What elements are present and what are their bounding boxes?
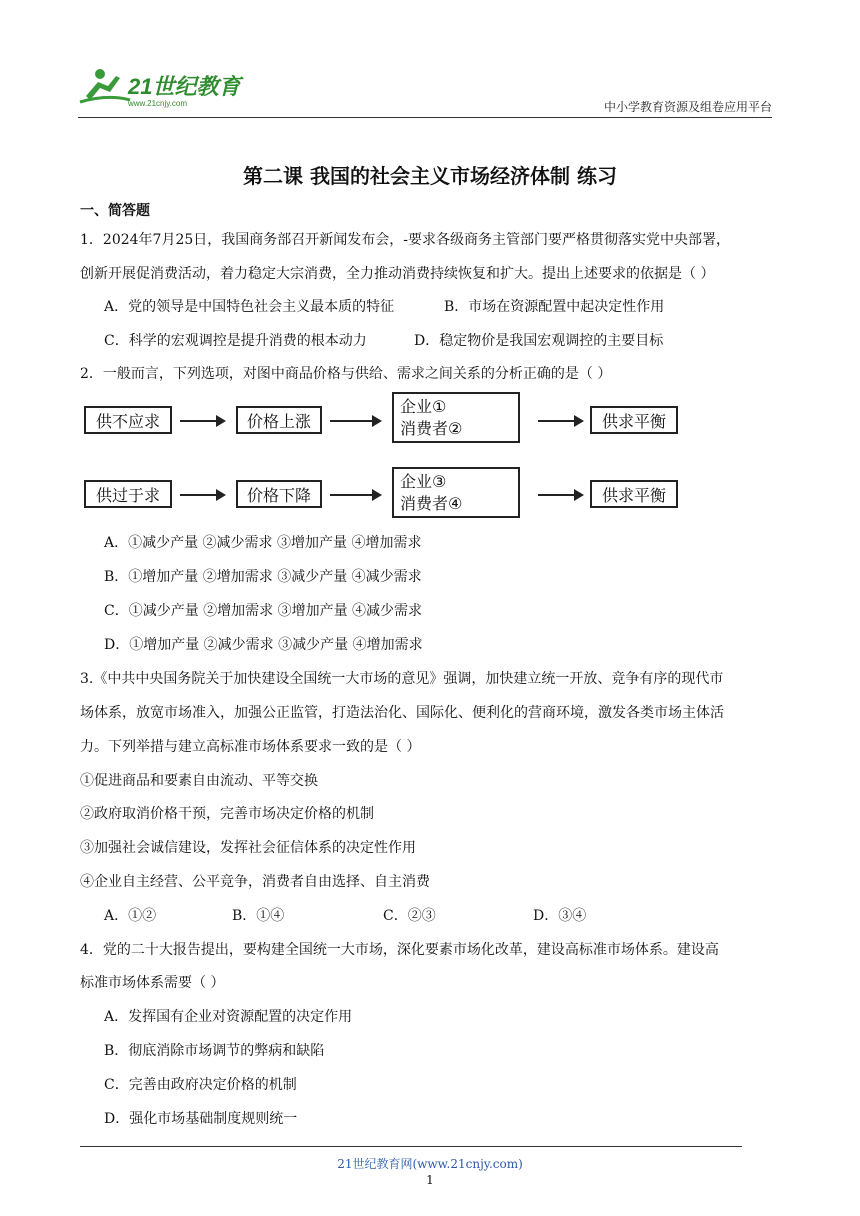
diagram-box-balance-1: 供求平衡 (590, 406, 678, 434)
page-title: 第二课 我国的社会主义市场经济体制 练习 (243, 164, 617, 188)
svg-text:21世纪教育: 21世纪教育 (128, 74, 241, 99)
header-platform-name: 中小学教育资源及组卷应用平台 (603, 100, 772, 114)
diagram-box-shortage: 供不应求 (84, 406, 172, 434)
diagram-arrow (538, 494, 582, 496)
q2-stem: 2．一般而言，下列选项，对图中商品价格与供给、需求之间关系的分析正确的是（ ） (80, 366, 612, 382)
q1-option-a: A．党的领导是中国特色社会主义最本质的特征 (104, 299, 395, 315)
q3-option-b: B．①④ (232, 908, 285, 924)
q3-option-d: D．③④ (533, 908, 587, 924)
q2-option-d: D．①增加产量 ②减少需求 ③减少产量 ④增加需求 (104, 637, 423, 653)
diagram-enterprise-3: 企业③ (400, 472, 447, 491)
q3-option-a: A．①② (104, 908, 157, 924)
diagram-arrow (180, 420, 224, 422)
diagram-arrow (180, 494, 224, 496)
logo (78, 66, 248, 108)
diagram-box-surplus: 供过于求 (84, 480, 172, 508)
q1-option-d: D．稳定物价是我国宏观调控的主要目标 (414, 333, 664, 349)
diagram-box-price-rise: 价格上涨 (236, 406, 322, 434)
page-number: 1 (426, 1173, 434, 1187)
diagram-box-response-2 (392, 467, 520, 518)
section-heading: 一、简答题 (80, 203, 150, 219)
q3-stem-line2: 场体系，放宽市场准入，加强公正监管，打造法治化、国际化、便利化的营商环境，激发各类市场主体活 (80, 705, 724, 721)
q4-option-a: A．发挥国有企业对资源配置的决定作用 (104, 1009, 353, 1025)
svg-text:www.21cnjy.com: www.21cnjy.com (128, 99, 187, 108)
q4-stem-line2: 标准市场体系需要（ ） (80, 975, 225, 991)
header-divider (78, 117, 772, 118)
q3-statement-4: ④企业自主经营、公平竞争，消费者自由选择、自主消费 (80, 874, 430, 890)
q1-option-b: B．市场在资源配置中起决定性作用 (444, 299, 665, 315)
q1-option-c: C．科学的宏观调控是提升消费的根本动力 (104, 333, 367, 349)
diagram-arrow (330, 420, 380, 422)
diagram-box-price-fall: 价格下降 (236, 480, 322, 508)
runner-logo-icon (78, 66, 248, 108)
q4-stem-line1: 4．党的二十大报告提出，要构建全国统一大市场，深化要素市场化改革，建设高标准市场体系。建设高 (80, 942, 719, 958)
q2-option-b: B．①增加产量 ②增加需求 ③减少产量 ④减少需求 (104, 569, 422, 585)
q3-stem-line3: 力。下列举措与建立高标准市场体系要求一致的是（ ） (80, 739, 421, 755)
diagram-consumer-2: 消费者② (400, 419, 463, 438)
diagram-box-response-1 (392, 392, 520, 443)
q3-statement-2: ②政府取消价格干预，完善市场决定价格的机制 (80, 806, 374, 822)
footer-site-link[interactable]: 21世纪教育网(www.21cnjy.com) (337, 1157, 523, 1171)
q2-option-a: A．①减少产量 ②减少需求 ③增加产量 ④增加需求 (104, 535, 422, 551)
q4-option-b: B．彻底消除市场调节的弊病和缺陷 (104, 1043, 325, 1059)
q3-statement-1: ①促进商品和要素自由流动、平等交换 (80, 773, 318, 789)
footer-divider (80, 1146, 742, 1147)
q3-stem-line1: 3.《中共中央国务院关于加快建设全国统一大市场的意见》强调，加快建立统一开放、竞争有序的现代市 (80, 671, 724, 687)
diagram-arrow (330, 494, 380, 496)
diagram-enterprise-1: 企业① (400, 397, 447, 416)
diagram-arrow (538, 420, 582, 422)
diagram-consumer-4: 消费者④ (400, 494, 463, 513)
diagram-box-balance-2: 供求平衡 (590, 480, 678, 508)
q1-stem-line1: 1．2024年7月25日，我国商务部召开新闻发布会，-要求各级商务主管部门要严格贯彻落实党中央部署， (80, 232, 730, 248)
q1-stem-line2: 创新开展促消费活动，着力稳定大宗消费，全力推动消费持续恢复和扩大。提出上述要求的依据是（ ） (80, 266, 715, 282)
q2-option-c: C．①减少产量 ②增加需求 ③增加产量 ④减少需求 (104, 603, 423, 619)
q4-option-c: C．完善由政府决定价格的机制 (104, 1077, 297, 1093)
q3-option-c: C．②③ (383, 908, 436, 924)
q4-option-d: D．强化市场基础制度规则统一 (104, 1111, 298, 1127)
q3-statement-3: ③加强社会诚信建设，发挥社会征信体系的决定性作用 (80, 840, 416, 856)
